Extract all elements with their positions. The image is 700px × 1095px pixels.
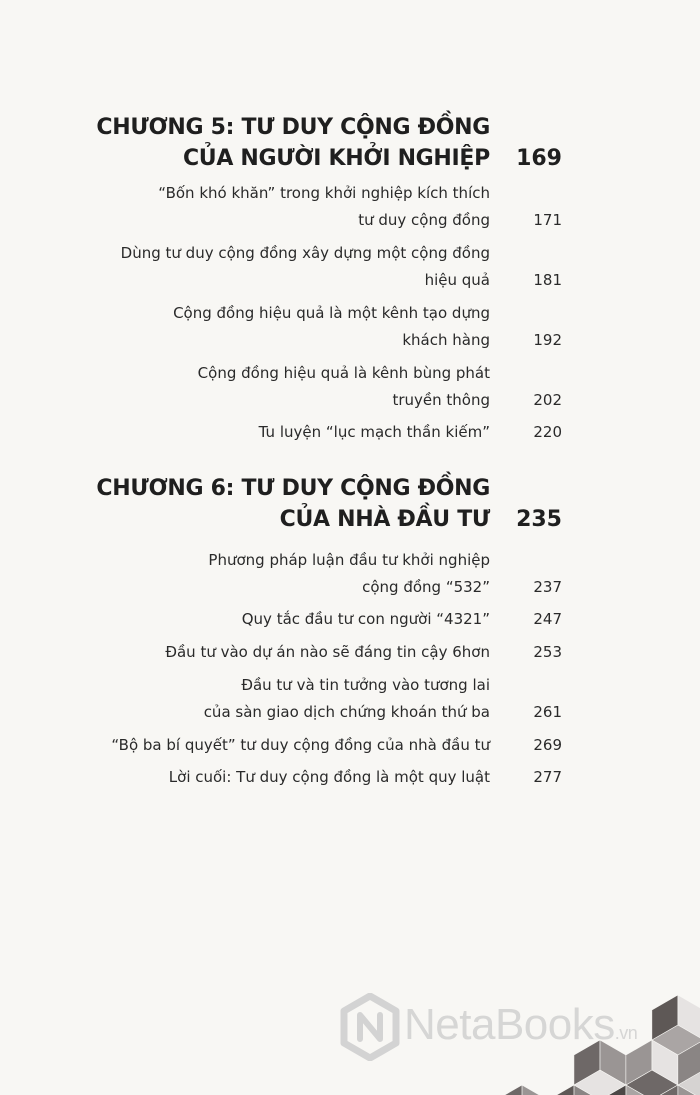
chapter-6-title-line-1: CHƯƠNG 6: TƯ DUY CỘNG ĐỒNG bbox=[96, 476, 490, 501]
toc-entry-6-line-1: Phương pháp luận đầu tư khởi nghiệp bbox=[208, 551, 490, 569]
toc-entry-8-line-1: Đầu tư vào dự án nào sẽ đáng tin cậy 6hơn bbox=[165, 643, 490, 661]
toc-entry-5-page: 220 bbox=[533, 423, 562, 441]
toc-entry-3-page: 192 bbox=[533, 331, 562, 349]
toc-entry-4-page: 202 bbox=[533, 391, 562, 409]
toc-entry-3-line-1: Cộng đồng hiệu quả là một kênh tạo dựng bbox=[173, 304, 490, 322]
toc-entry-3-line-2: khách hàng bbox=[402, 331, 490, 349]
toc-entry-7-page: 247 bbox=[533, 610, 562, 628]
toc-entry-11-page: 277 bbox=[533, 768, 562, 786]
toc-entry-2-page: 181 bbox=[533, 271, 562, 289]
cube-face bbox=[522, 1085, 548, 1095]
toc-entry-1-line-2: tư duy cộng đồng bbox=[358, 211, 490, 229]
toc-entry-9-line-2: của sàn giao dịch chứng khoán thứ ba bbox=[203, 703, 490, 721]
toc-entry-8-page: 253 bbox=[533, 643, 562, 661]
toc-entry-4-line-1: Cộng đồng hiệu quả là kênh bùng phát bbox=[197, 364, 490, 382]
chapter-6-title-line-2: CỦA NHÀ ĐẦU TƯ bbox=[279, 507, 490, 532]
chapter-6-page-number: 235 bbox=[516, 507, 562, 532]
toc-entry-1-page: 171 bbox=[533, 211, 562, 229]
toc-entry-2-line-2: hiệu quả bbox=[424, 271, 490, 289]
toc-entry-9-line-1: Đầu tư và tin tưởng vào tương lai bbox=[241, 676, 490, 694]
netabooks-logo-icon bbox=[340, 993, 400, 1061]
chapter-5-page-number: 169 bbox=[516, 146, 562, 171]
chapter-5-title-line-1: CHƯƠNG 5: TƯ DUY CỘNG ĐỒNG bbox=[96, 115, 490, 140]
chapter-5-title-line-2: CỦA NGƯỜI KHỞI NGHIỆP bbox=[182, 146, 490, 171]
toc-entry-6-page: 237 bbox=[533, 578, 562, 596]
cube-face bbox=[548, 1085, 574, 1095]
toc-entry-4-line-2: truyền thông bbox=[392, 391, 490, 409]
toc-entry-7-line-1: Quy tắc đầu tư con người “4321” bbox=[241, 610, 490, 628]
toc-entry-11-line-1: Lời cuối: Tư duy cộng đồng là một quy luật bbox=[168, 768, 490, 786]
watermark-brand: NetaBooks bbox=[404, 1000, 615, 1049]
toc-entry-10-line-1: “Bộ ba bí quyết” tư duy cộng đồng của nhà đầu tư bbox=[111, 736, 490, 754]
watermark-suffix: .vn bbox=[614, 1023, 638, 1043]
toc-entry-5-line-1: Tu luyện “lục mạch thần kiếm” bbox=[258, 423, 490, 441]
toc-entry-6-line-2: cộng đồng “532” bbox=[362, 578, 490, 596]
toc-entry-1-line-1: “Bốn khó khăn” trong khởi nghiệp kích thích bbox=[158, 184, 490, 202]
toc-entry-9-page: 261 bbox=[533, 703, 562, 721]
cube-face bbox=[496, 1085, 522, 1095]
netabooks-watermark bbox=[404, 1000, 637, 1050]
toc-entry-2-line-1: Dùng tư duy cộng đồng xây dựng một cộng đồng bbox=[120, 244, 490, 262]
toc-entry-10-page: 269 bbox=[533, 736, 562, 754]
